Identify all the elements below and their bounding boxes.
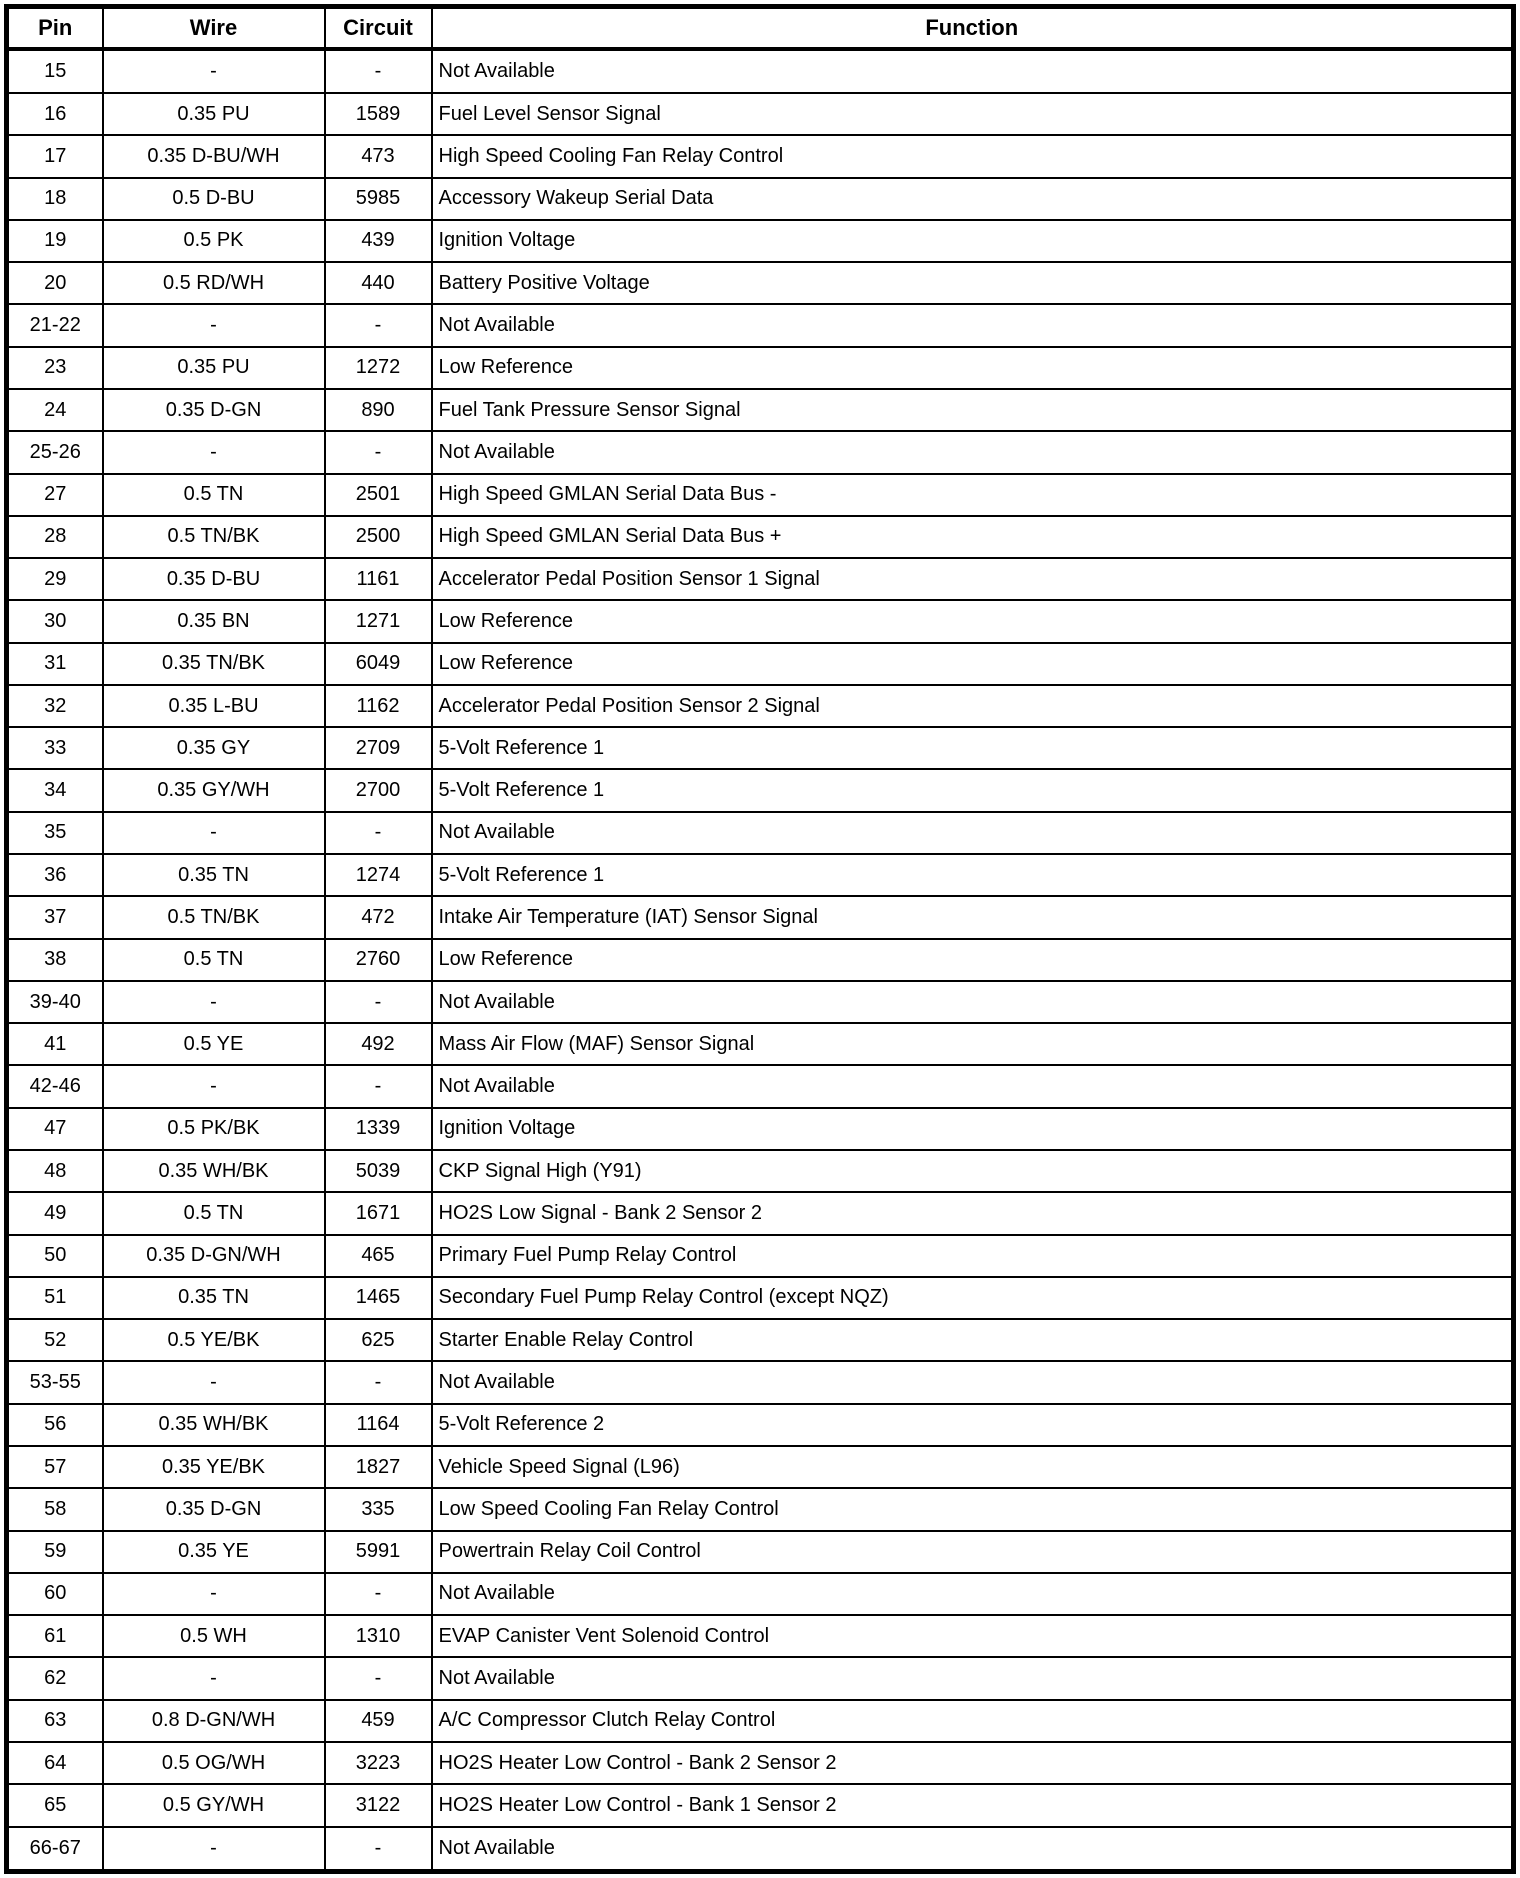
pin-cell: 35 bbox=[7, 812, 103, 854]
connector-pinout-table bbox=[4, 4, 1516, 1874]
wire-cell: 0.35 YE/BK bbox=[103, 1446, 325, 1488]
table-row bbox=[7, 516, 1514, 558]
column-header-pin: Pin bbox=[7, 7, 103, 50]
function-cell: Starter Enable Relay Control bbox=[432, 1319, 1514, 1361]
pin-cell: 15 bbox=[7, 49, 103, 93]
wire-cell: 0.35 GY/WH bbox=[103, 769, 325, 811]
function-cell: Fuel Tank Pressure Sensor Signal bbox=[432, 389, 1514, 431]
circuit-cell: 472 bbox=[325, 896, 432, 938]
pin-cell: 38 bbox=[7, 939, 103, 981]
wire-cell: - bbox=[103, 1573, 325, 1615]
table-row bbox=[7, 896, 1514, 938]
function-cell: HO2S Low Signal - Bank 2 Sensor 2 bbox=[432, 1192, 1514, 1234]
wire-cell: 0.35 D-GN bbox=[103, 389, 325, 431]
table-row bbox=[7, 981, 1514, 1023]
pin-cell: 31 bbox=[7, 643, 103, 685]
table-row bbox=[7, 1827, 1514, 1872]
pin-cell: 32 bbox=[7, 685, 103, 727]
pin-cell: 52 bbox=[7, 1319, 103, 1361]
table-row bbox=[7, 1065, 1514, 1107]
function-cell: HO2S Heater Low Control - Bank 2 Sensor 2 bbox=[432, 1742, 1514, 1784]
table-row bbox=[7, 1277, 1514, 1319]
wire-cell: - bbox=[103, 1361, 325, 1403]
circuit-cell: 2709 bbox=[325, 727, 432, 769]
table-row bbox=[7, 135, 1514, 177]
circuit-cell: - bbox=[325, 1065, 432, 1107]
pin-cell: 64 bbox=[7, 1742, 103, 1784]
function-cell: Not Available bbox=[432, 1573, 1514, 1615]
circuit-cell: - bbox=[325, 981, 432, 1023]
pin-cell: 57 bbox=[7, 1446, 103, 1488]
function-cell: Low Speed Cooling Fan Relay Control bbox=[432, 1488, 1514, 1530]
circuit-cell: 625 bbox=[325, 1319, 432, 1361]
table-row bbox=[7, 1404, 1514, 1446]
function-cell: Ignition Voltage bbox=[432, 220, 1514, 262]
pin-cell: 56 bbox=[7, 1404, 103, 1446]
wire-cell: - bbox=[103, 431, 325, 473]
wire-cell: 0.35 GY bbox=[103, 727, 325, 769]
function-cell: Not Available bbox=[432, 304, 1514, 346]
pin-cell: 29 bbox=[7, 558, 103, 600]
function-cell: CKP Signal High (Y91) bbox=[432, 1150, 1514, 1192]
wire-cell: 0.5 D-BU bbox=[103, 178, 325, 220]
table-row bbox=[7, 1615, 1514, 1657]
header-row bbox=[7, 7, 1514, 50]
circuit-cell: - bbox=[325, 1361, 432, 1403]
function-cell: Accelerator Pedal Position Sensor 1 Signal bbox=[432, 558, 1514, 600]
pin-cell: 39-40 bbox=[7, 981, 103, 1023]
function-cell: Vehicle Speed Signal (L96) bbox=[432, 1446, 1514, 1488]
circuit-cell: 5039 bbox=[325, 1150, 432, 1192]
table-row bbox=[7, 1150, 1514, 1192]
circuit-cell: 492 bbox=[325, 1023, 432, 1065]
circuit-cell: 440 bbox=[325, 262, 432, 304]
table-row bbox=[7, 93, 1514, 135]
pin-cell: 33 bbox=[7, 727, 103, 769]
wire-cell: 0.5 RD/WH bbox=[103, 262, 325, 304]
table-row bbox=[7, 178, 1514, 220]
wire-cell: 0.35 TN bbox=[103, 1277, 325, 1319]
table-row bbox=[7, 769, 1514, 811]
function-cell: Not Available bbox=[432, 49, 1514, 93]
wire-cell: - bbox=[103, 981, 325, 1023]
pin-cell: 25-26 bbox=[7, 431, 103, 473]
table-row bbox=[7, 431, 1514, 473]
table-row bbox=[7, 1361, 1514, 1403]
function-cell: Not Available bbox=[432, 1065, 1514, 1107]
function-cell: Not Available bbox=[432, 1361, 1514, 1403]
pin-cell: 60 bbox=[7, 1573, 103, 1615]
table-row bbox=[7, 1657, 1514, 1699]
circuit-cell: 439 bbox=[325, 220, 432, 262]
pin-cell: 41 bbox=[7, 1023, 103, 1065]
circuit-cell: 5985 bbox=[325, 178, 432, 220]
circuit-cell: 1161 bbox=[325, 558, 432, 600]
table-row bbox=[7, 854, 1514, 896]
pin-cell: 23 bbox=[7, 347, 103, 389]
function-cell: High Speed Cooling Fan Relay Control bbox=[432, 135, 1514, 177]
pin-cell: 37 bbox=[7, 896, 103, 938]
pin-cell: 20 bbox=[7, 262, 103, 304]
function-cell: HO2S Heater Low Control - Bank 1 Sensor 2 bbox=[432, 1784, 1514, 1826]
circuit-cell: 2760 bbox=[325, 939, 432, 981]
table-row bbox=[7, 1700, 1514, 1742]
table-row bbox=[7, 49, 1514, 93]
wire-cell: 0.5 PK/BK bbox=[103, 1108, 325, 1150]
table-row bbox=[7, 939, 1514, 981]
wire-cell: 0.5 TN bbox=[103, 474, 325, 516]
function-cell: Not Available bbox=[432, 1827, 1514, 1872]
table-row bbox=[7, 474, 1514, 516]
function-cell: Intake Air Temperature (IAT) Sensor Signal bbox=[432, 896, 1514, 938]
table-row bbox=[7, 1742, 1514, 1784]
table-row bbox=[7, 1784, 1514, 1826]
circuit-cell: 3122 bbox=[325, 1784, 432, 1826]
table-row bbox=[7, 1023, 1514, 1065]
table-row bbox=[7, 812, 1514, 854]
wire-cell: 0.5 PK bbox=[103, 220, 325, 262]
circuit-cell: 2500 bbox=[325, 516, 432, 558]
function-cell: Accessory Wakeup Serial Data bbox=[432, 178, 1514, 220]
circuit-cell: 1589 bbox=[325, 93, 432, 135]
table-row bbox=[7, 1192, 1514, 1234]
function-cell: Fuel Level Sensor Signal bbox=[432, 93, 1514, 135]
wire-cell: 0.35 D-BU/WH bbox=[103, 135, 325, 177]
pin-cell: 53-55 bbox=[7, 1361, 103, 1403]
wire-cell: - bbox=[103, 49, 325, 93]
wire-cell: 0.35 WH/BK bbox=[103, 1150, 325, 1192]
circuit-cell: - bbox=[325, 431, 432, 473]
pin-cell: 59 bbox=[7, 1531, 103, 1573]
table-row bbox=[7, 1108, 1514, 1150]
pin-cell: 50 bbox=[7, 1235, 103, 1277]
function-cell: Low Reference bbox=[432, 643, 1514, 685]
table-row bbox=[7, 558, 1514, 600]
function-cell: High Speed GMLAN Serial Data Bus + bbox=[432, 516, 1514, 558]
table-row bbox=[7, 220, 1514, 262]
pin-cell: 18 bbox=[7, 178, 103, 220]
table-row bbox=[7, 347, 1514, 389]
function-cell: 5-Volt Reference 1 bbox=[432, 727, 1514, 769]
wire-cell: 0.35 TN bbox=[103, 854, 325, 896]
wire-cell: 0.35 D-BU bbox=[103, 558, 325, 600]
wire-cell: - bbox=[103, 812, 325, 854]
pin-cell: 63 bbox=[7, 1700, 103, 1742]
function-cell: High Speed GMLAN Serial Data Bus - bbox=[432, 474, 1514, 516]
circuit-cell: - bbox=[325, 304, 432, 346]
wire-cell: 0.35 YE bbox=[103, 1531, 325, 1573]
wire-cell: 0.5 TN/BK bbox=[103, 896, 325, 938]
wire-cell: 0.35 WH/BK bbox=[103, 1404, 325, 1446]
circuit-cell: 1271 bbox=[325, 600, 432, 642]
wire-cell: 0.35 PU bbox=[103, 347, 325, 389]
wire-cell: - bbox=[103, 1065, 325, 1107]
function-cell: Battery Positive Voltage bbox=[432, 262, 1514, 304]
table-row bbox=[7, 1573, 1514, 1615]
function-cell: Not Available bbox=[432, 812, 1514, 854]
wire-cell: 0.5 GY/WH bbox=[103, 1784, 325, 1826]
pin-cell: 24 bbox=[7, 389, 103, 431]
wire-cell: 0.35 PU bbox=[103, 93, 325, 135]
function-cell: Ignition Voltage bbox=[432, 1108, 1514, 1150]
pin-cell: 42-46 bbox=[7, 1065, 103, 1107]
circuit-cell: 1164 bbox=[325, 1404, 432, 1446]
wire-cell: - bbox=[103, 304, 325, 346]
circuit-cell: 459 bbox=[325, 1700, 432, 1742]
function-cell: Low Reference bbox=[432, 939, 1514, 981]
circuit-cell: 1274 bbox=[325, 854, 432, 896]
wire-cell: - bbox=[103, 1827, 325, 1872]
function-cell: 5-Volt Reference 1 bbox=[432, 769, 1514, 811]
column-header-circuit: Circuit bbox=[325, 7, 432, 50]
circuit-cell: 1339 bbox=[325, 1108, 432, 1150]
table-row bbox=[7, 1319, 1514, 1361]
circuit-cell: 890 bbox=[325, 389, 432, 431]
circuit-cell: 1465 bbox=[325, 1277, 432, 1319]
pin-cell: 49 bbox=[7, 1192, 103, 1234]
function-cell: Not Available bbox=[432, 981, 1514, 1023]
wire-cell: 0.5 YE bbox=[103, 1023, 325, 1065]
pin-cell: 47 bbox=[7, 1108, 103, 1150]
wire-cell: 0.5 WH bbox=[103, 1615, 325, 1657]
wire-cell: 0.35 L-BU bbox=[103, 685, 325, 727]
circuit-cell: 1162 bbox=[325, 685, 432, 727]
function-cell: Low Reference bbox=[432, 347, 1514, 389]
wire-cell: 0.35 BN bbox=[103, 600, 325, 642]
circuit-cell: 1671 bbox=[325, 1192, 432, 1234]
table-row bbox=[7, 727, 1514, 769]
circuit-cell: 473 bbox=[325, 135, 432, 177]
table-row bbox=[7, 685, 1514, 727]
circuit-cell: 1310 bbox=[325, 1615, 432, 1657]
circuit-cell: - bbox=[325, 812, 432, 854]
wire-cell: 0.5 OG/WH bbox=[103, 1742, 325, 1784]
function-cell: Low Reference bbox=[432, 600, 1514, 642]
circuit-cell: 5991 bbox=[325, 1531, 432, 1573]
pin-cell: 48 bbox=[7, 1150, 103, 1192]
table-row bbox=[7, 1531, 1514, 1573]
function-cell: A/C Compressor Clutch Relay Control bbox=[432, 1700, 1514, 1742]
pin-cell: 19 bbox=[7, 220, 103, 262]
circuit-cell: 335 bbox=[325, 1488, 432, 1530]
column-header-function: Function bbox=[432, 7, 1514, 50]
circuit-cell: - bbox=[325, 1573, 432, 1615]
pin-cell: 51 bbox=[7, 1277, 103, 1319]
wire-cell: 0.5 YE/BK bbox=[103, 1319, 325, 1361]
wire-cell: 0.5 TN bbox=[103, 939, 325, 981]
wire-cell: 0.35 TN/BK bbox=[103, 643, 325, 685]
pin-cell: 34 bbox=[7, 769, 103, 811]
table-row bbox=[7, 304, 1514, 346]
table-row bbox=[7, 600, 1514, 642]
wire-cell: - bbox=[103, 1657, 325, 1699]
circuit-cell: - bbox=[325, 49, 432, 93]
pin-cell: 16 bbox=[7, 93, 103, 135]
circuit-cell: - bbox=[325, 1827, 432, 1872]
pin-cell: 65 bbox=[7, 1784, 103, 1826]
table-row bbox=[7, 262, 1514, 304]
circuit-cell: 465 bbox=[325, 1235, 432, 1277]
circuit-cell: 2501 bbox=[325, 474, 432, 516]
wire-cell: 0.35 D-GN bbox=[103, 1488, 325, 1530]
circuit-cell: - bbox=[325, 1657, 432, 1699]
table-row bbox=[7, 389, 1514, 431]
circuit-cell: 3223 bbox=[325, 1742, 432, 1784]
function-cell: Powertrain Relay Coil Control bbox=[432, 1531, 1514, 1573]
table-row bbox=[7, 1488, 1514, 1530]
pin-cell: 66-67 bbox=[7, 1827, 103, 1872]
function-cell: EVAP Canister Vent Solenoid Control bbox=[432, 1615, 1514, 1657]
function-cell: Not Available bbox=[432, 1657, 1514, 1699]
table-row bbox=[7, 1235, 1514, 1277]
function-cell: Not Available bbox=[432, 431, 1514, 473]
pin-cell: 21-22 bbox=[7, 304, 103, 346]
pin-cell: 28 bbox=[7, 516, 103, 558]
pin-cell: 27 bbox=[7, 474, 103, 516]
table-row bbox=[7, 643, 1514, 685]
circuit-cell: 1827 bbox=[325, 1446, 432, 1488]
column-header-wire: Wire bbox=[103, 7, 325, 50]
wire-cell: 0.35 D-GN/WH bbox=[103, 1235, 325, 1277]
pin-cell: 30 bbox=[7, 600, 103, 642]
circuit-cell: 1272 bbox=[325, 347, 432, 389]
pin-cell: 61 bbox=[7, 1615, 103, 1657]
function-cell: Secondary Fuel Pump Relay Control (except NQZ) bbox=[432, 1277, 1514, 1319]
circuit-cell: 2700 bbox=[325, 769, 432, 811]
function-cell: Accelerator Pedal Position Sensor 2 Signal bbox=[432, 685, 1514, 727]
pin-cell: 36 bbox=[7, 854, 103, 896]
pin-cell: 17 bbox=[7, 135, 103, 177]
function-cell: Primary Fuel Pump Relay Control bbox=[432, 1235, 1514, 1277]
table-row bbox=[7, 1446, 1514, 1488]
wire-cell: 0.8 D-GN/WH bbox=[103, 1700, 325, 1742]
table-body bbox=[7, 49, 1514, 1872]
pin-cell: 62 bbox=[7, 1657, 103, 1699]
function-cell: 5-Volt Reference 2 bbox=[432, 1404, 1514, 1446]
function-cell: 5-Volt Reference 1 bbox=[432, 854, 1514, 896]
pin-cell: 58 bbox=[7, 1488, 103, 1530]
function-cell: Mass Air Flow (MAF) Sensor Signal bbox=[432, 1023, 1514, 1065]
circuit-cell: 6049 bbox=[325, 643, 432, 685]
wire-cell: 0.5 TN bbox=[103, 1192, 325, 1234]
wire-cell: 0.5 TN/BK bbox=[103, 516, 325, 558]
